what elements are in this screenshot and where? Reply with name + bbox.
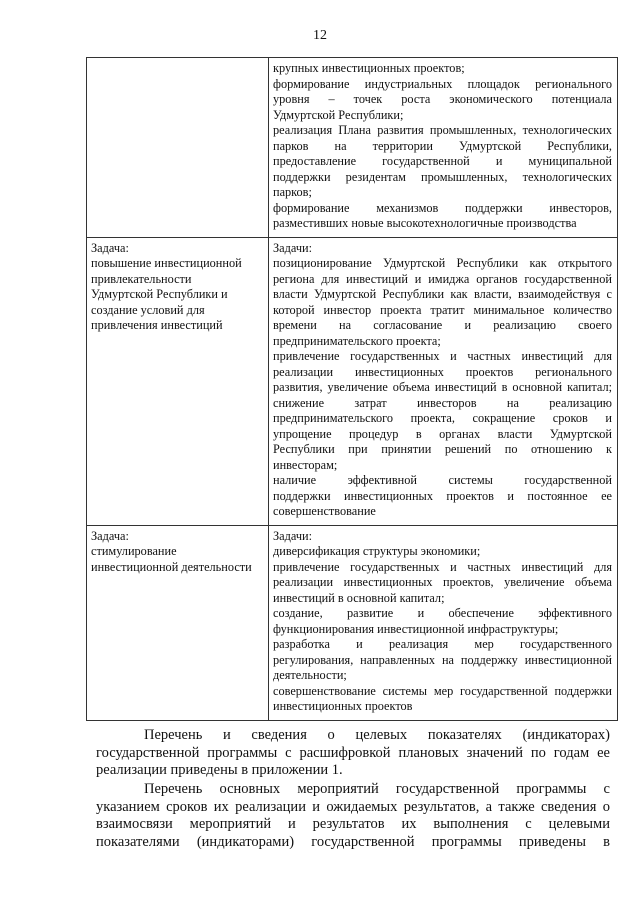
text-line: времени на согласование и реализацию своего — [273, 318, 612, 332]
text-line: функционирования инвестиционной инфраструктуры; — [273, 621, 559, 636]
text-line: крупных инвестиционных проектов; — [273, 61, 465, 75]
text-line: инвестиционных проектов — [273, 699, 413, 713]
tasks-cell — [269, 525, 618, 720]
text-line: Задача: — [91, 528, 129, 543]
text-line: предоставление государственной и муниципальной — [273, 154, 612, 168]
text-line: снижение затрат инвесторов на реализацию — [273, 395, 612, 410]
text-line: Удмуртской Республики и — [91, 287, 228, 301]
text-line: привлечения инвестиций — [91, 318, 223, 332]
text-line: разработка и реализация мер государственного — [273, 637, 612, 651]
text-line: создание, развитие и обеспечение эффективного — [273, 606, 612, 620]
table-row — [87, 58, 618, 238]
text-line: предпринимательского проекта, сокращение сроков и — [273, 411, 612, 425]
paragraph-indicators — [96, 727, 610, 780]
text-line: поддержки инвестиционных проектов и постоянное ее — [273, 488, 612, 503]
table-row — [87, 525, 618, 720]
text-line: реализации инвестиционных проектов регионального — [273, 364, 612, 379]
text-line: регулирования, направленных на поддержку инвестиционной — [273, 652, 612, 667]
text-line: позиционирование Удмуртской Республики как открытого — [273, 256, 612, 270]
text-line: реализации инвестиционных проектов, увеличение объема — [273, 575, 612, 589]
text-line: Удмуртской Республики; — [273, 107, 404, 122]
text-line: деятельности; — [273, 668, 347, 682]
text-line: инвесторам; — [273, 457, 338, 472]
text-line: наличие эффективной системы государственной — [273, 473, 612, 487]
tasks-cell — [269, 58, 618, 238]
text-line: Задачи: — [273, 528, 313, 543]
text-line: совершенствование системы мер государственной поддержки — [273, 683, 612, 698]
paragraph-line: показателями (индикаторами) государственной программы приведены в — [96, 833, 610, 850]
goal-cell — [87, 237, 269, 525]
text-line: инвестиционной деятельности — [91, 559, 252, 574]
tasks-cell — [269, 237, 618, 525]
text-line: Задача: — [91, 240, 129, 255]
text-line: повышение инвестиционной — [91, 256, 242, 270]
text-line: упрощение процедур в органах власти Удмуртской — [273, 426, 612, 441]
text-line: поддержки резидентам промышленных, технологических — [273, 169, 612, 184]
text-line: развития, увеличение объема инвестиций в основной капитал; — [273, 380, 612, 394]
tasks-table — [86, 57, 618, 721]
text-line: формирование индустриальных площадок регионального — [273, 76, 612, 91]
text-line: создание условий для — [91, 302, 205, 317]
text-line: формирование механизмов поддержки инвесторов, — [273, 200, 612, 215]
paragraph-line: государственной программы с расшифровкой плановых значений по годам ее — [96, 744, 610, 761]
text-line: власти Удмуртской Республики как власти, взаимодействуя с — [273, 287, 612, 301]
text-line: уровня – точек роста экономического потенциала — [273, 92, 612, 106]
text-line: региона для инвестиций и имиджа органов государственной — [273, 271, 612, 286]
text-line: реализация Плана развития промышленных, технологических — [273, 123, 612, 137]
text-line: привлечение государственных и частных инвестиций для — [273, 349, 612, 363]
text-line: привлекательности — [91, 271, 192, 286]
paragraph-line: Перечень и сведения о целевых показателях (индикаторах) — [144, 727, 610, 743]
paragraph-line: взаимосвязи мероприятий и результатов их выполнения с целевыми — [96, 816, 610, 832]
table-row — [87, 237, 618, 525]
paragraph-line: реализации приведены в приложении 1. — [96, 762, 343, 778]
page-number: 12 — [313, 28, 327, 43]
text-line: инвестиций в основной капитал; — [273, 590, 445, 605]
text-line: совершенствование — [273, 504, 376, 518]
goal-cell — [87, 525, 269, 720]
text-line: парков; — [273, 185, 312, 199]
text-line: разместивших новые высокотехнологичные производства — [273, 216, 577, 230]
text-line: привлечение государственных и частных инвестиций для — [273, 559, 612, 574]
paragraph-activities — [96, 781, 610, 851]
paragraph-line: указанием сроков их реализации и ожидаемых результатов, а также сведения о — [96, 798, 610, 815]
text-line: Республики при принятии решений по отношению к — [273, 442, 612, 456]
text-line: диверсификация структуры экономики; — [273, 544, 481, 558]
paragraph-line: Перечень основных мероприятий государственной программы с — [144, 781, 610, 797]
text-line: предпринимательского проекта; — [273, 333, 441, 348]
text-line: которой инвестор проекта тратит минимальное количество — [273, 302, 612, 317]
text-line: Задачи: — [273, 240, 313, 255]
goal-cell — [87, 58, 269, 238]
text-line: парков на территории Удмуртской Республики, — [273, 138, 612, 153]
text-line: стимулирование — [91, 544, 177, 558]
